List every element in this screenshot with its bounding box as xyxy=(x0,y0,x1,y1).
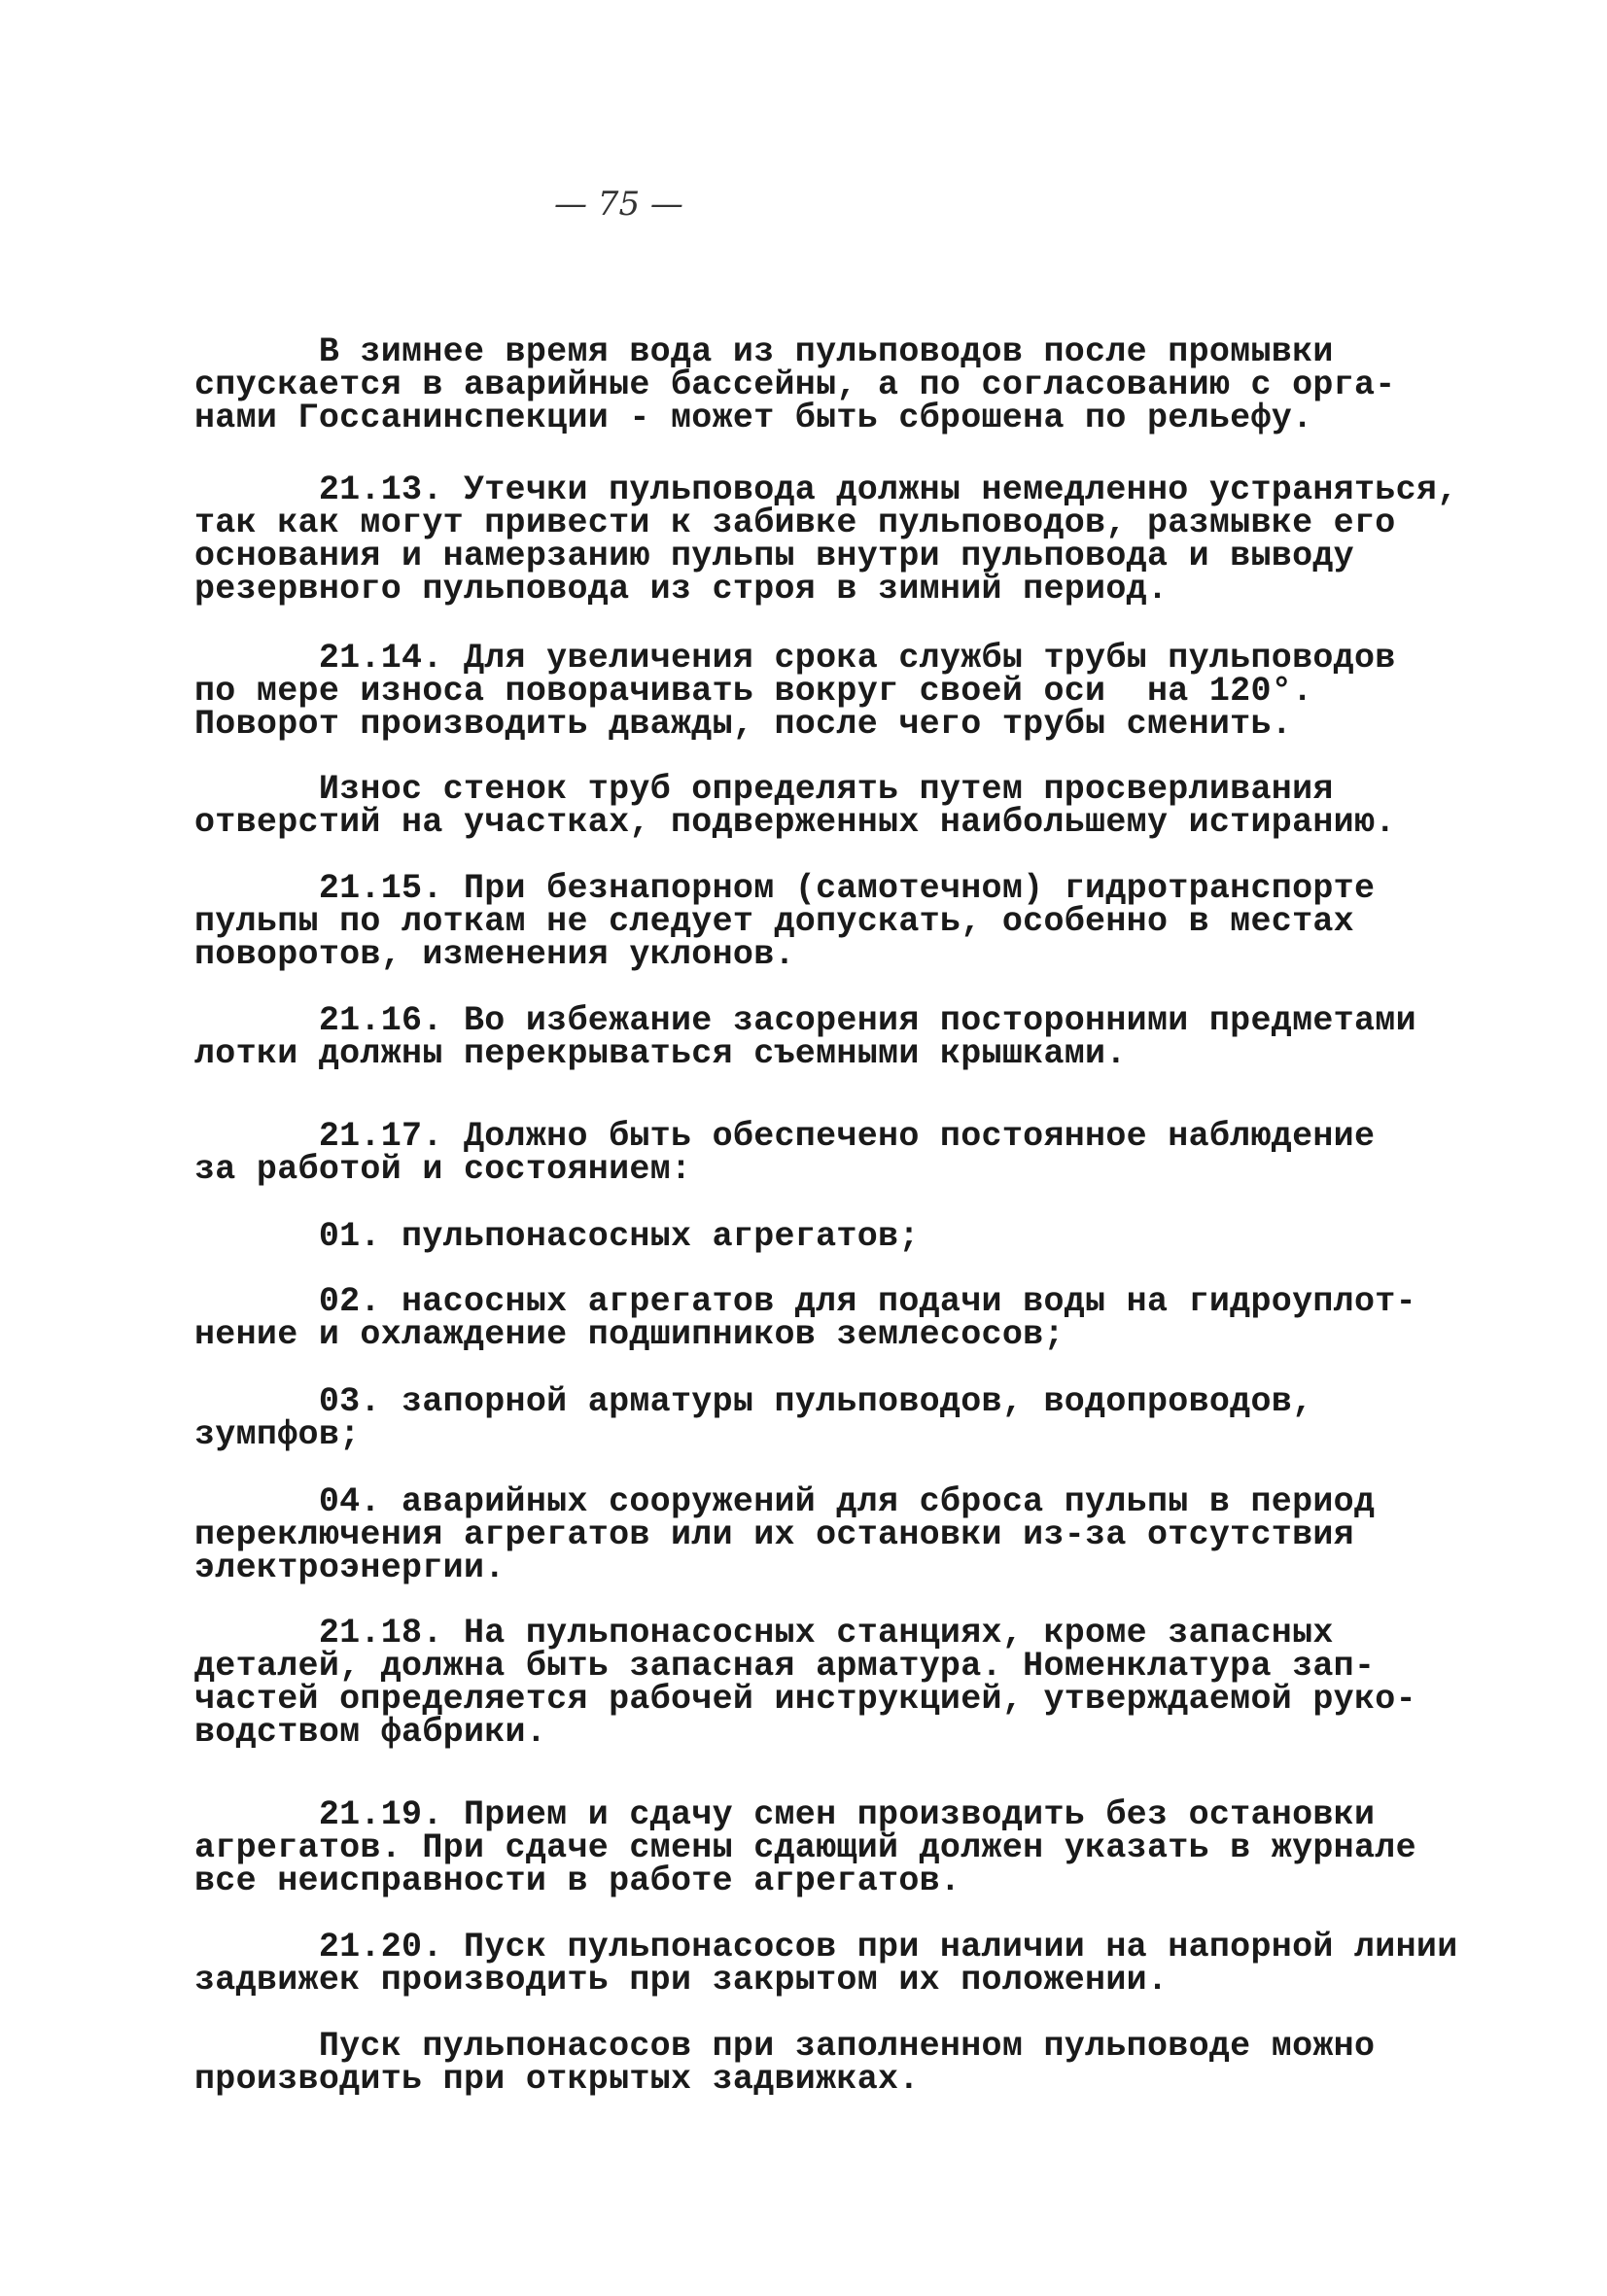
paragraph-winter-water: В зимнее время вода из пульповодов после промывки спускается в аварийные бассейны, а по согласованию с орга- нами Госсанинспекции - может быть сброшена по рельефу. xyxy=(194,332,1396,437)
paragraph-21-14: 21.14. Для увеличения срока службы трубы пульповодов по мере износа поворачивать вокруг своей оси на 120°. Поворот производить дважды, после чего трубы сменить. xyxy=(194,639,1396,744)
paragraph-21-18: 21.18. На пульпонасосных станциях, кроме запасных деталей, должна быть запасная арматура. Номенклатура зап- частей определяется рабочей инструкцией, утверждаемой руко- водством фабрики. xyxy=(194,1614,1416,1752)
list-item-01: 01. пульпонасосных агрегатов; xyxy=(194,1217,920,1256)
page-number: — 75 — xyxy=(554,185,683,224)
list-item-03: 03. запорной арматуры пульповодов, водопроводов, зумпфов; xyxy=(194,1382,1313,1454)
paragraph-21-13: 21.13. Утечки пульповода должны немедленно устраняться, так как могут привести к забивке пульповодов, размывке его основания и намерзанию пульпы внутри пульповода и выводу резервного пульповода из строя в зимний период. xyxy=(194,470,1458,609)
list-item-04: 04. аварийных сооружений для сброса пульпы в период переключения агрегатов или их остановки из-за отсутствия электроэнергии. xyxy=(194,1482,1376,1587)
paragraph-21-17: 21.17. Должно быть обеспечено постоянное наблюдение за работой и состоянием: xyxy=(194,1117,1376,1189)
paragraph-pump-start: Пуск пульпонасосов при заполненном пульповоде можно производить при открытых задвижках. xyxy=(194,2027,1376,2099)
paragraph-21-15: 21.15. При безнапорном (самотечном) гидротранспорте пульпы по лоткам не следует допускать, особенно в местах поворотов, изменения уклонов. xyxy=(194,869,1376,974)
paragraph-wall-wear: Износ стенок труб определять путем просверливания отверстий на участках, подверженных наибольшему истиранию. xyxy=(194,770,1396,842)
paragraph-21-16: 21.16. Во избежание засорения посторонними предметами лотки должны перекрываться съемными крышками. xyxy=(194,1001,1416,1073)
paragraph-21-20: 21.20. Пуск пульпонасосов при наличии на напорной линии задвижек производить при закрытом их положении. xyxy=(194,1928,1458,2000)
list-item-02: 02. насосных агрегатов для подачи воды на гидроуплот- нение и охлаждение подшипников землесосов; xyxy=(194,1282,1416,1354)
paragraph-21-19: 21.19. Прием и сдачу смен производить без остановки агрегатов. При сдаче смены сдающий должен указать в журнале все неисправности в работе агрегатов. xyxy=(194,1795,1416,1900)
